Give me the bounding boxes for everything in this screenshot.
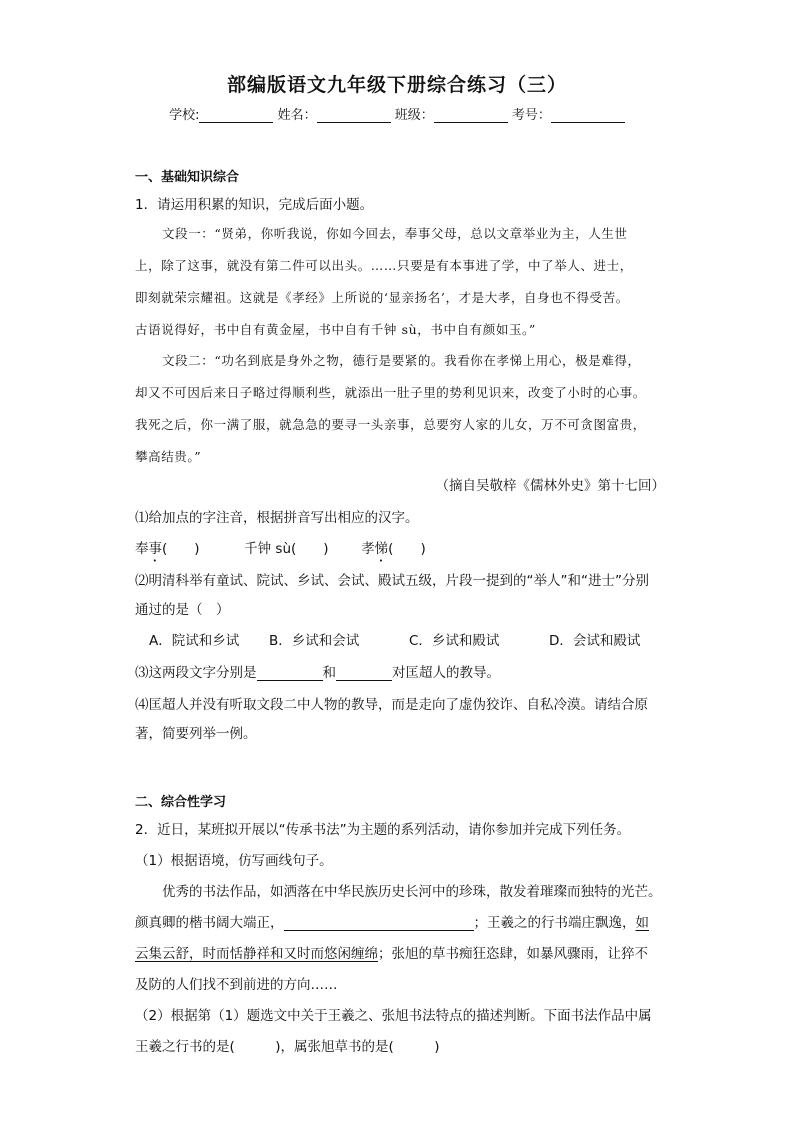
school-blank[interactable] bbox=[199, 108, 273, 123]
q2-sub2-line1: （2）根据第（1）题选文中关于王羲之、张旭书法特点的描述判断。下面书法作品中属 bbox=[135, 1008, 652, 1024]
q1-sub2-line2: 通过的是（ ） bbox=[135, 602, 230, 618]
sub3-pre: ⑶这两段文字分别是 bbox=[135, 665, 257, 681]
class-blank[interactable] bbox=[434, 108, 508, 123]
option-d[interactable]: D．会试和殿试 bbox=[549, 633, 641, 649]
passage-l2-pre: 颜真卿的楷书阔大端正， bbox=[135, 915, 284, 931]
name-blank[interactable] bbox=[317, 108, 391, 123]
item-a-pre: 奉 bbox=[135, 541, 149, 557]
q1-sub4-line1: ⑷匡超人并没有听取文段二中人物的教导，而是走向了虚伪狡诈、自私冷漠。请结合原 bbox=[135, 697, 648, 713]
passage-l2-post: ；王羲之的行书端庄飘逸， bbox=[473, 915, 636, 931]
imitation-blank[interactable] bbox=[284, 916, 474, 931]
exam-no-blank[interactable] bbox=[551, 108, 625, 123]
option-b[interactable]: B．乡试和会试 bbox=[269, 633, 360, 649]
q2-sub2-line2: 王羲之行书的是( )，属张旭草书的是( ) bbox=[135, 1039, 440, 1055]
para2-line2: 却又不可因后来日子略过得顺利些，就添出一肚子里的势利见识来，改变了小时的心事。 bbox=[135, 385, 646, 400]
para2-line4: 攀高结贵。” bbox=[135, 449, 202, 464]
class-label: 班级： bbox=[394, 108, 434, 123]
q1-sub4-line2: 著，简要列举一例。 bbox=[135, 726, 257, 742]
section2-heading: 二、综合性学习 bbox=[135, 795, 227, 810]
para1-line2: 上，除了这事，就没有第二件可以出头。……只要是有本事进了学，中了举人、进士， bbox=[135, 258, 633, 273]
exam-no-label: 考号： bbox=[511, 108, 551, 123]
option-c[interactable]: C．乡试和殿试 bbox=[409, 633, 500, 649]
para1-line1: 文段一：“贤弟，你听我说，你如今回去，奉事父母，总以文章举业为主，人生世 bbox=[162, 226, 628, 241]
passage-line1: 优秀的书法作品，如洒落在中华民族历史长河中的珍珠，散发着璀璨而独特的光芒。 bbox=[162, 884, 662, 900]
q2-sub1: （1）根据语境，仿写画线句子。 bbox=[135, 853, 333, 869]
passage-line2 bbox=[135, 911, 665, 931]
item-c-dotted-char: 悌 bbox=[374, 541, 389, 557]
item-c-pre: 孝 bbox=[361, 541, 375, 557]
source-citation: （摘自吴敬梓《儒林外史》第十七回） bbox=[435, 478, 665, 494]
para2-line3: 我死之后，你一满了服，就急急的要寻一头亲事，总要穷人家的儿女，万不可贪图富贵， bbox=[135, 417, 646, 432]
student-info-row bbox=[0, 104, 794, 123]
para1-line3: 即刻就荣宗耀祖。这就是《孝经》上所说的‘显亲扬名’，才是大孝，自身也不得受苦。 bbox=[135, 290, 629, 305]
underlined-start: 如 bbox=[635, 915, 649, 931]
name-label: 姓名： bbox=[277, 108, 317, 123]
q1-sub3 bbox=[135, 661, 665, 681]
item-b-answer[interactable]: ( ) bbox=[291, 541, 329, 557]
q1-sub1: ⑴给加点的字注音，根据拼音写出相应的汉字。 bbox=[135, 510, 419, 526]
sub3-mid: 和 bbox=[322, 665, 336, 681]
passage-line3 bbox=[135, 942, 665, 962]
item-a-answer[interactable]: ( ) bbox=[162, 541, 200, 557]
school-label: 学校: bbox=[169, 108, 200, 123]
para1-line4: 古语说得好，书中自有黄金屋，书中自有千钟 sù，书中自有颜如玉。” bbox=[135, 322, 536, 337]
sub3-post: 对匡超人的教导。 bbox=[392, 665, 500, 681]
page-title: 部编版语文九年级下册综合练习（三） bbox=[226, 74, 567, 96]
q2-stem: 2．近日，某班拟开展以“传承书法”为主题的系列活动，请你参加并完成下列任务。 bbox=[135, 822, 631, 838]
passage-line4: 及防的人们找不到前进的方向…… bbox=[135, 977, 338, 993]
passage-l3-post: ；张旭的草书痴狂恣肆，如暴风骤雨，让猝不 bbox=[378, 946, 648, 962]
sub3-blank1[interactable] bbox=[257, 666, 323, 681]
underlined-sentence: 云集云舒，时而恬静祥和又时而悠闲缠绵 bbox=[135, 946, 378, 962]
q1-options bbox=[135, 629, 679, 649]
q1-sub2-line1: ⑵明清科举有童试、院试、乡试、会试、殿试五级，片段一提到的“举人”和“进士”分别 bbox=[135, 573, 649, 589]
q1-stem: 1．请运用积累的知识，完成后面小题。 bbox=[135, 197, 374, 213]
item-a-dotted-char: 事 bbox=[148, 541, 162, 557]
item-c-answer[interactable]: ( ) bbox=[388, 541, 426, 557]
item-b-text: 千钟 sù bbox=[244, 541, 292, 557]
sub3-blank2[interactable] bbox=[336, 666, 392, 681]
option-a[interactable]: A．院试和乡试 bbox=[149, 633, 240, 649]
para2-line1: 文段二：“功名到底是身外之物，德行是要紧的。我看你在孝悌上用心，极是难得， bbox=[162, 353, 641, 368]
q1-sub1-items bbox=[135, 537, 665, 565]
section1-heading: 一、基础知识综合 bbox=[135, 170, 240, 185]
